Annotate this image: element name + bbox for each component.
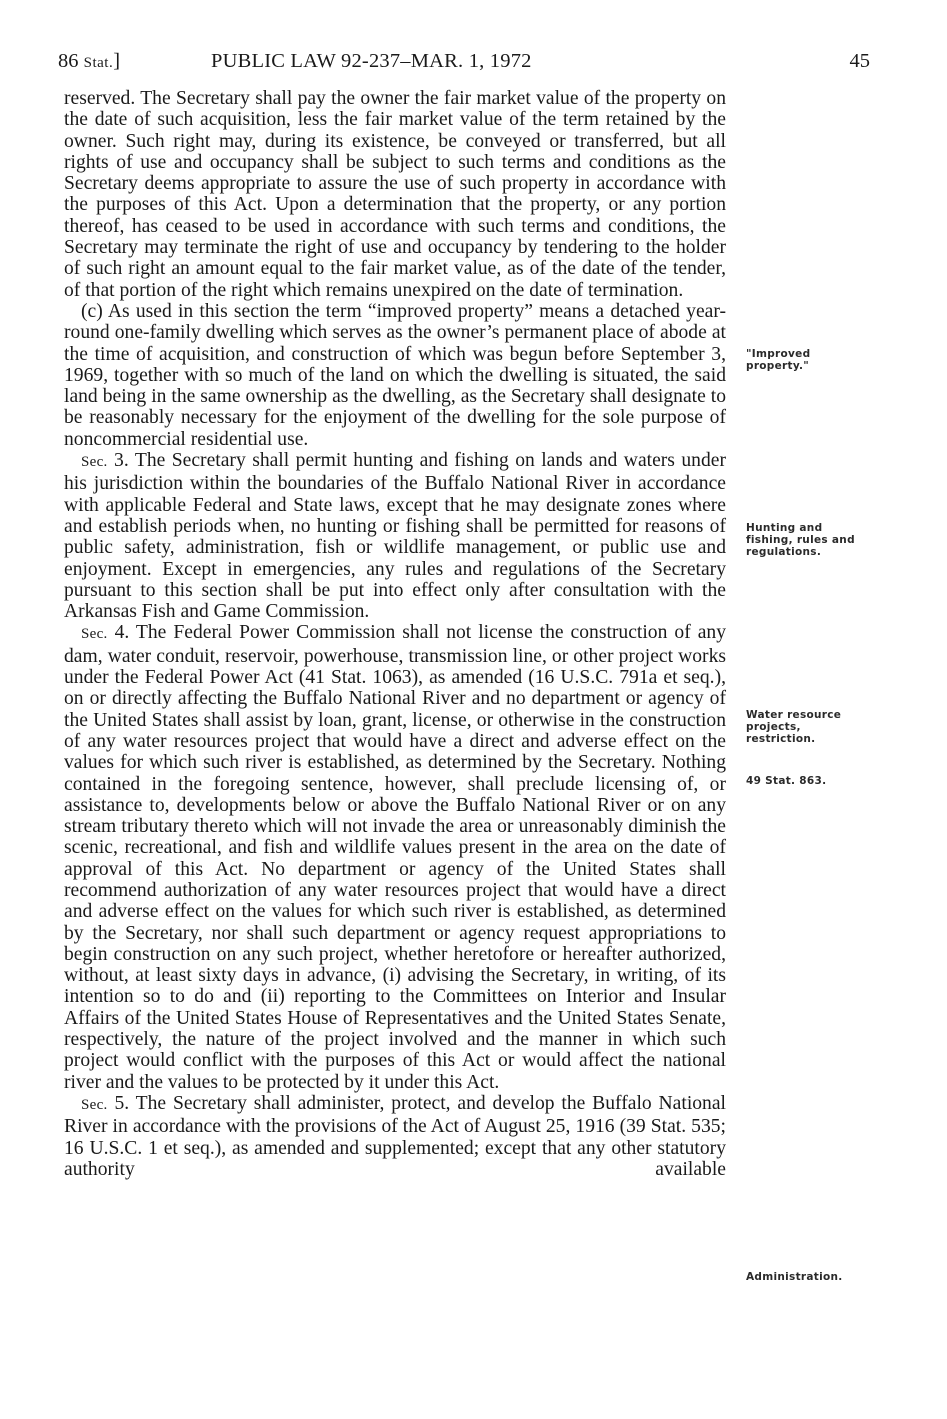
paragraph-sec-3 [64, 450, 726, 622]
margin-note-hunting: Hunting and fishing, rules and regulations. [746, 522, 855, 558]
section-label: Sec. [81, 454, 108, 471]
section-label: Sec. [81, 626, 108, 643]
statute-citation [58, 50, 120, 73]
law-title: PUBLIC LAW 92-237–MAR. 1, 1972 [211, 50, 532, 72]
page-number: 45 [849, 50, 870, 72]
statute-label: Stat. [83, 55, 114, 71]
margin-note-water-resource: Water resource projects, restriction. [746, 709, 842, 745]
section-label: Sec. [81, 1096, 108, 1113]
statute-bracket: ] [113, 50, 121, 72]
paragraph-sec-5 [64, 1093, 726, 1180]
margin-note-administration: Administration. [746, 1271, 843, 1283]
margin-note-improved-property: "Improved property." [746, 348, 811, 372]
margin-note-citation: 49 Stat. 863. [746, 775, 827, 787]
section-text: 3. The Secretary shall permit hunting and fishing on lands and waters under his jurisdiction within the boundaries of the Buffalo National River in accordance with applicable Federal and State laws, except that he may designate zones where and establish periods when, no hunting or fishing shall be permitted for reasons of public safety, administration, fish or wildlife management, or public use and enjoyment. Except in emergencies, any rules and regulations of the Secretary pursuant to this section shall be put into effect only after consultation with the Arkansas Fish and Game Commission. [64, 450, 726, 623]
paragraph-reserved: reserved. The Secretary shall pay the owner the fair market value of the property on the date of such acquisition, less the fair market value of the term retained by the owner. Such right may, during its existence, be conveyed or transferred, but all rights of use and occupancy shall be subject to such terms and conditions as the Secretary deems appropriate to assure the use of such property in accordance with the purposes of this Act. Upon a determination that the property, or any portion thereof, has ceased to be used in accordance with such terms and conditions, the Secretary may terminate the right of use and occupancy by tendering to the holder of such right an amount equal to the fair market value, as of the date of the tender, of that portion of the right which remains unexpired on the date of termination. [64, 88, 726, 301]
statute-volume: 86 [58, 50, 79, 72]
page-header [58, 46, 870, 76]
section-text: 4. The Federal Power Commission shall not license the construction of any dam, water conduit, reservoir, powerhouse, transmission line, or other project works under the Federal Power Act (41 Stat. 1063), as amended (16 U.S.C. 791a et seq.), on or directly affecting the Buffalo National River and no department or agency of the United States shall assist by loan, grant, license, or otherwise in the construction of any water resources project that would have a direct and adverse effect on the values for which such river is established, as determined by the Secretary. Nothing contained in the foregoing sentence, however, shall preclude licensing of, or assistance to, developments below or above the Buffalo National River or on any stream tributary thereto which will not invade the area or unreasonably diminish the scenic, recreational, and fish and wildlife values present in the area on the date of approval of this Act. No department or agency of the United States shall recommend authorization of any water resources project that would have a direct and adverse effect on the values for which such river is established, as determined by the Secretary, nor shall such department or agency request appropriations to begin construction on any such project, whether heretofore or hereafter authorized, without, at least sixty days in advance, (i) advising the Secretary, in writing, of its intention so to do and (ii) reporting to the Committees on Interior and Insular Affairs of the United States House of Representatives and the United States Senate, respectively, the nature of the project involved and the manner in which such project would conflict with the purposes of this Act or would affect the national river and the values to be protected by it under this Act. [64, 622, 726, 1093]
section-text: 5. The Secretary shall administer, protect, and develop the Buffalo National River in accordance with the provisions of the Act of August 25, 1916 (39 Stat. 535; 16 U.S.C. 1 et seq.), as amended and supplemented; except that any other statutory authority available [64, 1092, 726, 1180]
paragraph-improved-property: (c) As used in this section the term “improved property” means a detached year-round one-family dwelling which serves as the owner’s permanent place of abode at the time of acquisition, and construction of which was begun before September 3, 1969, together with so much of the land on which the dwelling is situated, the said land being in the same ownership as the dwelling, as the Secretary shall designate to be reasonably necessary for the enjoyment of the dwelling for the sole purpose of noncommercial residential use. [64, 300, 726, 450]
paragraph-sec-4 [64, 622, 726, 1093]
body-text [64, 88, 726, 1180]
